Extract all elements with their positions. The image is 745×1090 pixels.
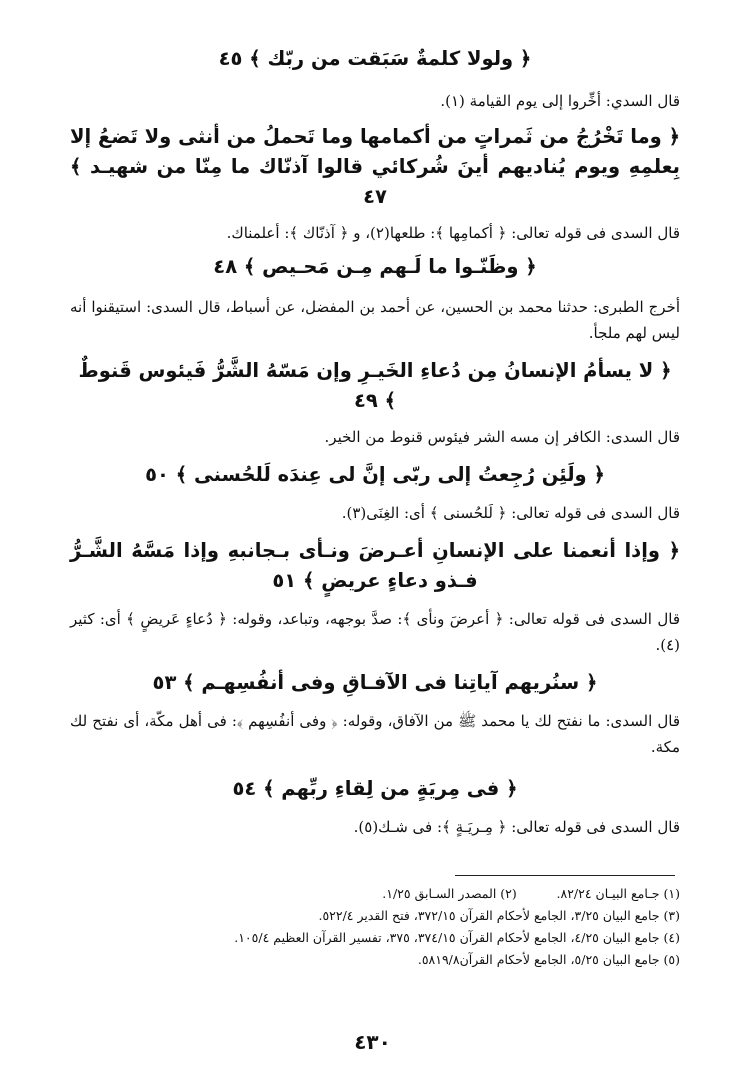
footnote-divider — [455, 875, 675, 876]
footnote-1-2: (١) جـامع البيـان ٨٢/٢٤. (٢) المصدر السـابق ١/٢٥. — [382, 886, 680, 901]
page-body — [70, 44, 680, 840]
commentary-54: قال السدى فى قوله تعالى: ﴿ مِـريَـةٍ ﴾: فى شـك(٥). — [353, 818, 680, 836]
commentary-48: أخرج الطبرى: حدثنا محمد بن الحسين، عن أحمد بن المفضل، عن أسباط، قال السدى: استيقنوا أنه ليس لهم ملجأ. — [70, 298, 680, 342]
commentary-49: قال السدى: الكافر إن مسه الشر فيئوس قنوط من الخير. — [324, 428, 680, 446]
footnote-3: (٣) جامع البيان ٣/٢٥، الجامع لأحكام القرآن ٣٧٢/١٥، فتح القدير ٥٢٢/٤. — [318, 908, 680, 923]
commentary-50: قال السدى فى قوله تعالى: ﴿ لَلحُسنى ﴾ أى: الغِنَى(٣). — [341, 504, 680, 522]
verse-54: ﴿ فى مِريَةٍ من لِقاءِ ربِّهم ﴾ ٥٤ — [232, 777, 518, 800]
footnotes — [80, 883, 680, 971]
verse-48: ﴿ وظَنّـوا ما لَـهم مِـن مَحـيص ﴾ ٤٨ — [213, 255, 537, 278]
page-number: ٤٣٠ — [354, 1030, 391, 1054]
verse-45: ﴿ ولولا كلمةٌ سَبَقت من ربّك ﴾ ٤٥ — [218, 47, 532, 70]
footnote-4: (٤) جامع البيان ٤/٢٥، الجامع لأحكام القرآن ٣٧٤/١٥، ٣٧٥، تفسير القرآن العظيم ١٠٥/٤. — [234, 930, 680, 945]
verse-51: ﴿ وإذا أنعمنا على الإنسانِ أعـرضَ ونـأى بـجانبهِ وإذا مَسَّهُ الشَّـرُّ فـذو دعاءٍ عريضٍ ﴾ ٥١ — [70, 539, 680, 592]
commentary-51: قال السدى فى قوله تعالى: ﴿ أعرضَ ونأى ﴾: صدَّ بوجهه، وتباعد، وقوله: ﴿ دُعاءٍ عَريضٍ ﴾ أى: كثير (٤). — [70, 610, 680, 654]
commentary-45: قال السدي: أخِّروا إلى يوم القيامة (١). — [440, 92, 680, 110]
verse-50: ﴿ ولَئِن رُجِعتُ إلى ربّى إنَّ لى عِندَه لَلحُسنى ﴾ ٥٠ — [145, 463, 605, 486]
commentary-53: قال السدى: ما نفتح لك يا محمد ﷺ من الآفاق، وقوله: ﴿ وفى أنفُسِهم ﴾: فى أهل مكّة، أى نفتح لك مكة. — [70, 712, 680, 756]
commentary-47: قال السدى فى قوله تعالى: ﴿ أكمامِها ﴾: طلعها(٢)، و ﴿ آذنّاك ﴾: أعلمناك. — [226, 224, 680, 242]
footnote-5: (٥) جامع البيان ٥/٢٥، الجامع لأحكام القرآن٥٨١٩/٨. — [417, 952, 680, 967]
verse-49: ﴿ لا يسأمُ الإنسانُ مِن دُعاءِ الخَيـرِ وإن مَسّهُ الشَّرُّ فَيئوس قَنوطٌ ﴾ ٤٩ — [78, 359, 672, 412]
verse-47: ﴿ وما تَخْرُجُ من ثَمراتٍ من أكمامها وما تَحملُ من أنثى ولا تَضعُ إلا بِعلمِهِ ويوم يُناديهم أينَ شُركائي قالوا آذنّاك ما مِنّا من شهيـد ﴾ ٤٧ — [70, 125, 680, 208]
verse-53: ﴿ سنُريهم آياتِنا فى الآفـاقِ وفى أنفُسِهـم ﴾ ٥٣ — [152, 671, 598, 694]
